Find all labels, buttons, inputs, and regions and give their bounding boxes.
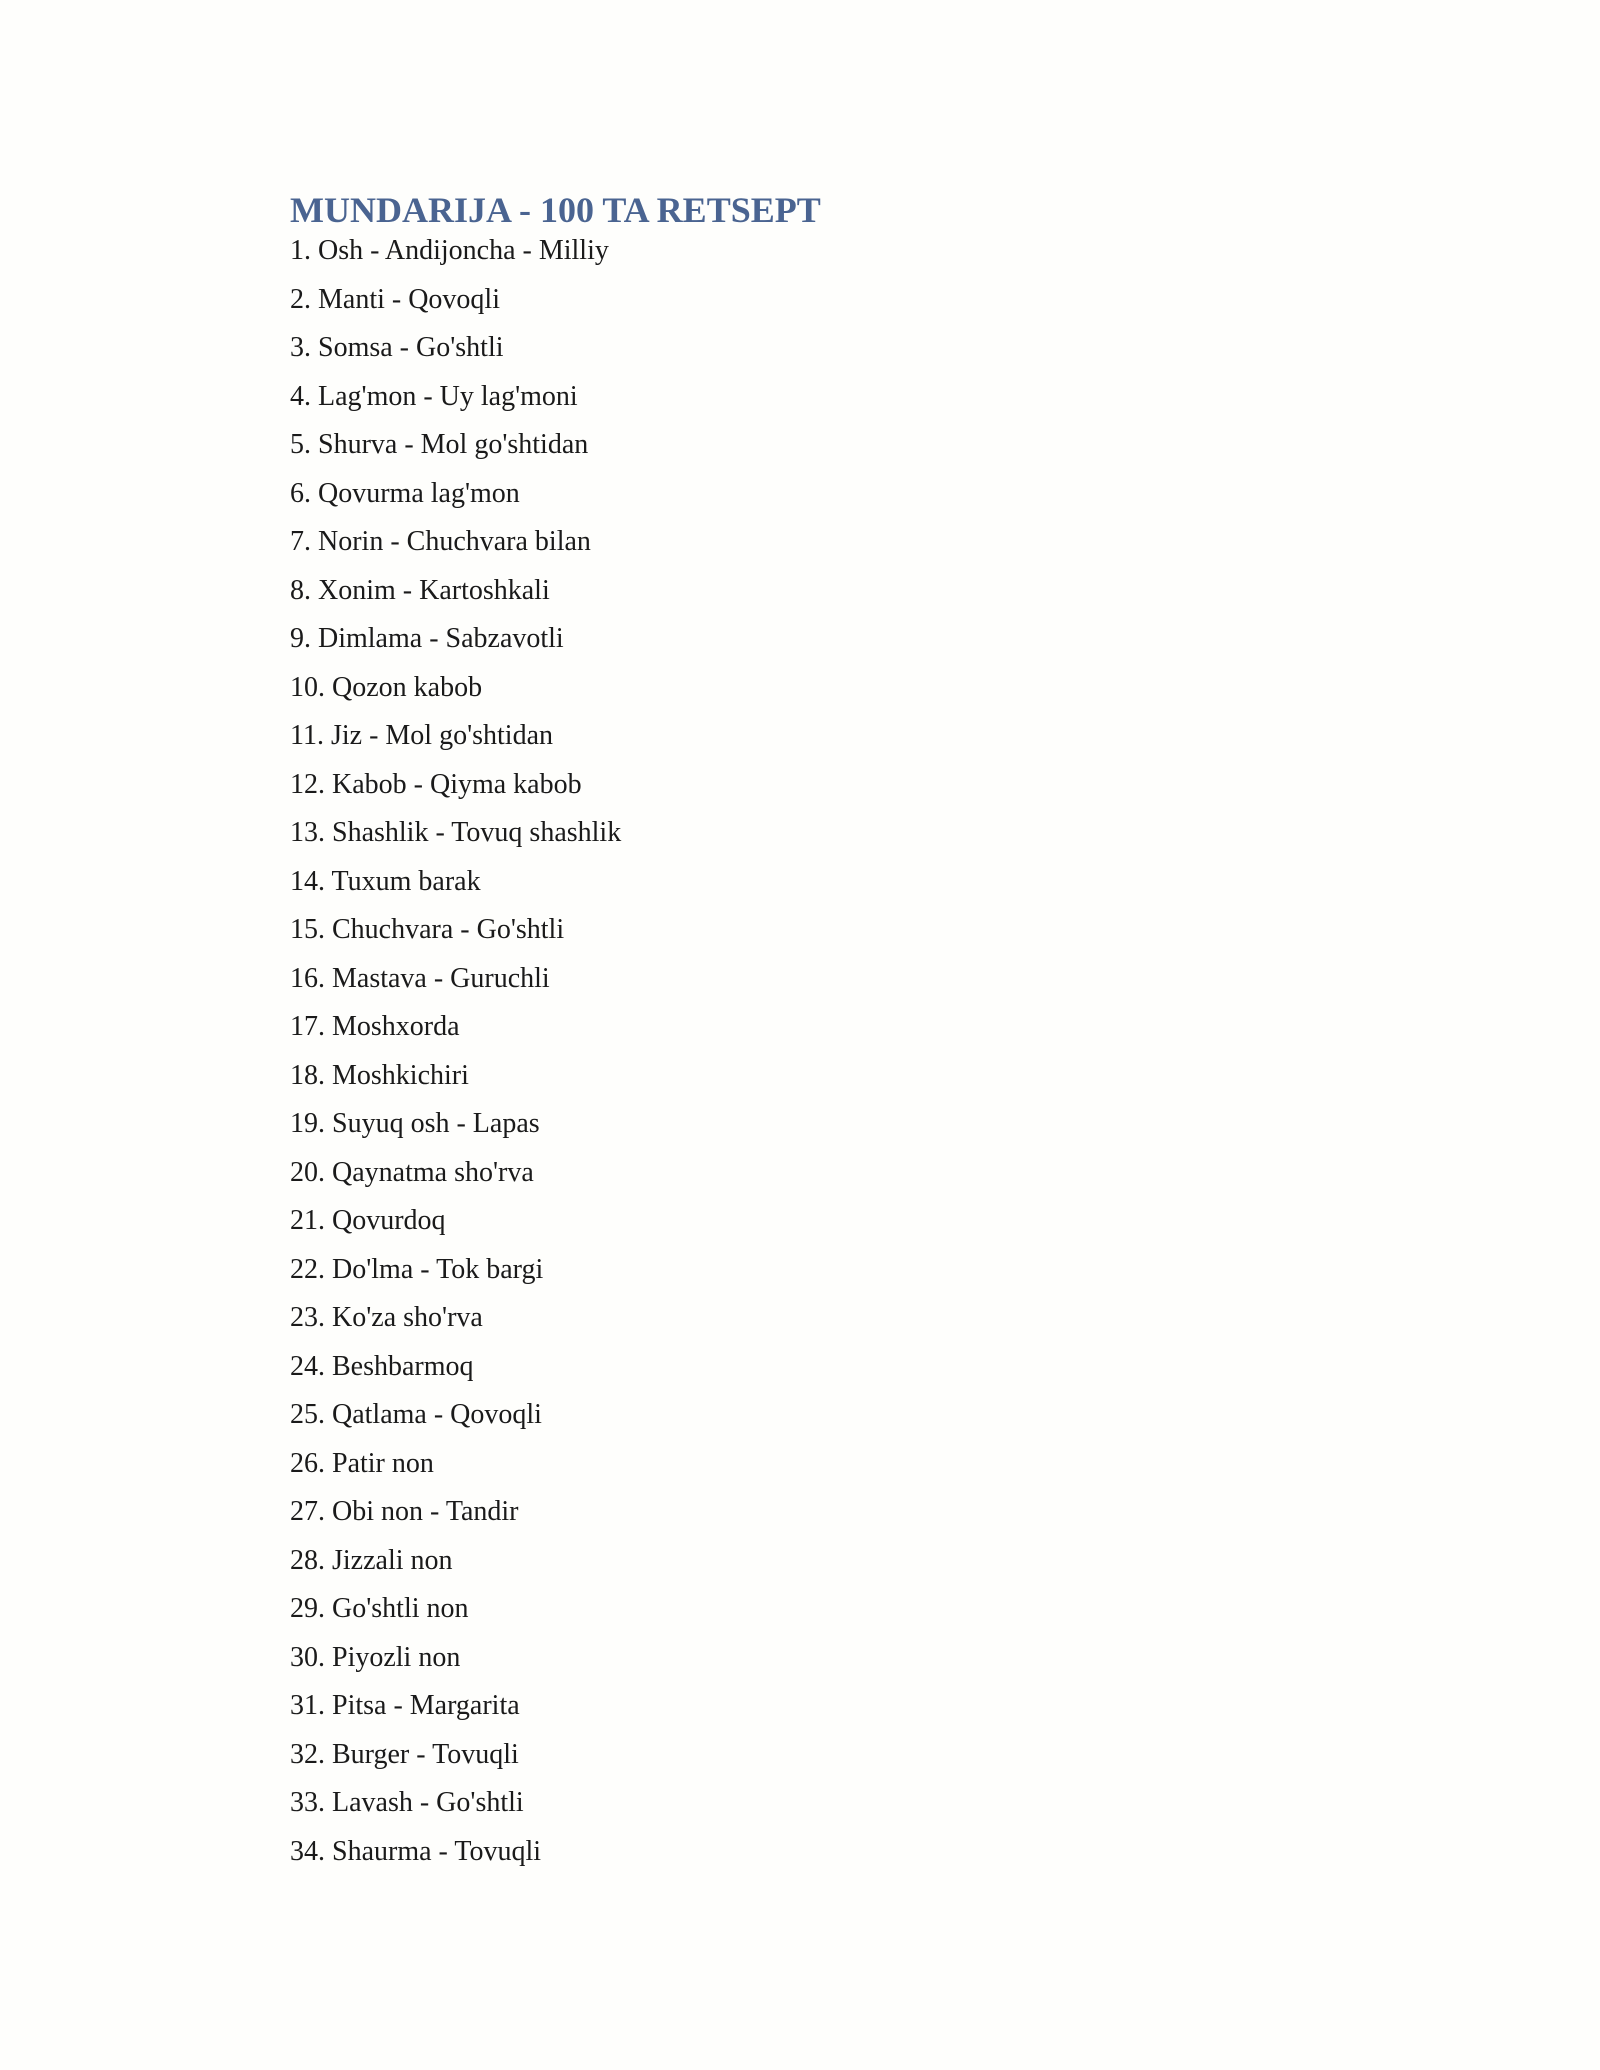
toc-item: 28. Jizzali non [290,1544,453,1576]
toc-item: 29. Go'shtli non [290,1593,469,1624]
toc-item: 8. Xonim - Kartoshkali [290,574,550,606]
toc-item: 31. Pitsa - Margarita [290,1690,520,1721]
toc-item: 19. Suyuq osh - Lapas [290,1108,540,1139]
toc-item: 9. Dimlama - Sabzavotli [290,623,564,654]
toc-item: 6. Qovurma lag'mon [290,477,520,509]
document-title: MUNDARIJA - 100 TA RETSEPT [290,190,821,230]
toc-item: 17. Moshxorda [290,1011,460,1042]
toc-item: 30. Piyozli non [290,1641,461,1673]
page-content [290,186,1390,1883]
table-of-contents [290,234,1390,1883]
toc-item: 12. Kabob - Qiyma kabob [290,768,582,800]
toc-item: 11. Jiz - Mol go'shtidan [290,720,553,751]
toc-item: 14. Tuxum barak [290,865,481,897]
toc-item: 27. Obi non - Tandir [290,1496,519,1527]
toc-item: 13. Shashlik - Tovuq shashlik [290,817,622,848]
toc-item: 20. Qaynatma sho'rva [290,1156,534,1188]
toc-item: 5. Shurva - Mol go'shtidan [290,429,589,460]
toc-item: 25. Qatlama - Qovoqli [290,1399,542,1430]
toc-item: 24. Beshbarmoq [290,1350,474,1382]
toc-item: 16. Mastava - Guruchli [290,962,550,994]
toc-item: 23. Ko'za sho'rva [290,1302,483,1333]
toc-item: 3. Somsa - Go'shtli [290,332,504,363]
toc-item: 1. Osh - Andijoncha - Milliy [290,235,609,266]
toc-item: 32. Burger - Tovuqli [290,1738,519,1770]
toc-item: 34. Shaurma - Tovuqli [290,1835,542,1867]
toc-item: 21. Qovurdoq [290,1205,446,1236]
toc-item: 7. Norin - Chuchvara bilan [290,526,591,557]
toc-item: 26. Patir non [290,1447,434,1479]
toc-item: 33. Lavash - Go'shtli [290,1787,524,1818]
toc-item: 10. Qozon kabob [290,671,483,703]
toc-item: 22. Do'lma - Tok bargi [290,1253,544,1285]
toc-item: 15. Chuchvara - Go'shtli [290,914,565,945]
toc-item: 18. Moshkichiri [290,1059,469,1091]
toc-item: 4. Lag'mon - Uy lag'moni [290,380,578,412]
toc-item: 2. Manti - Qovoqli [290,283,500,315]
